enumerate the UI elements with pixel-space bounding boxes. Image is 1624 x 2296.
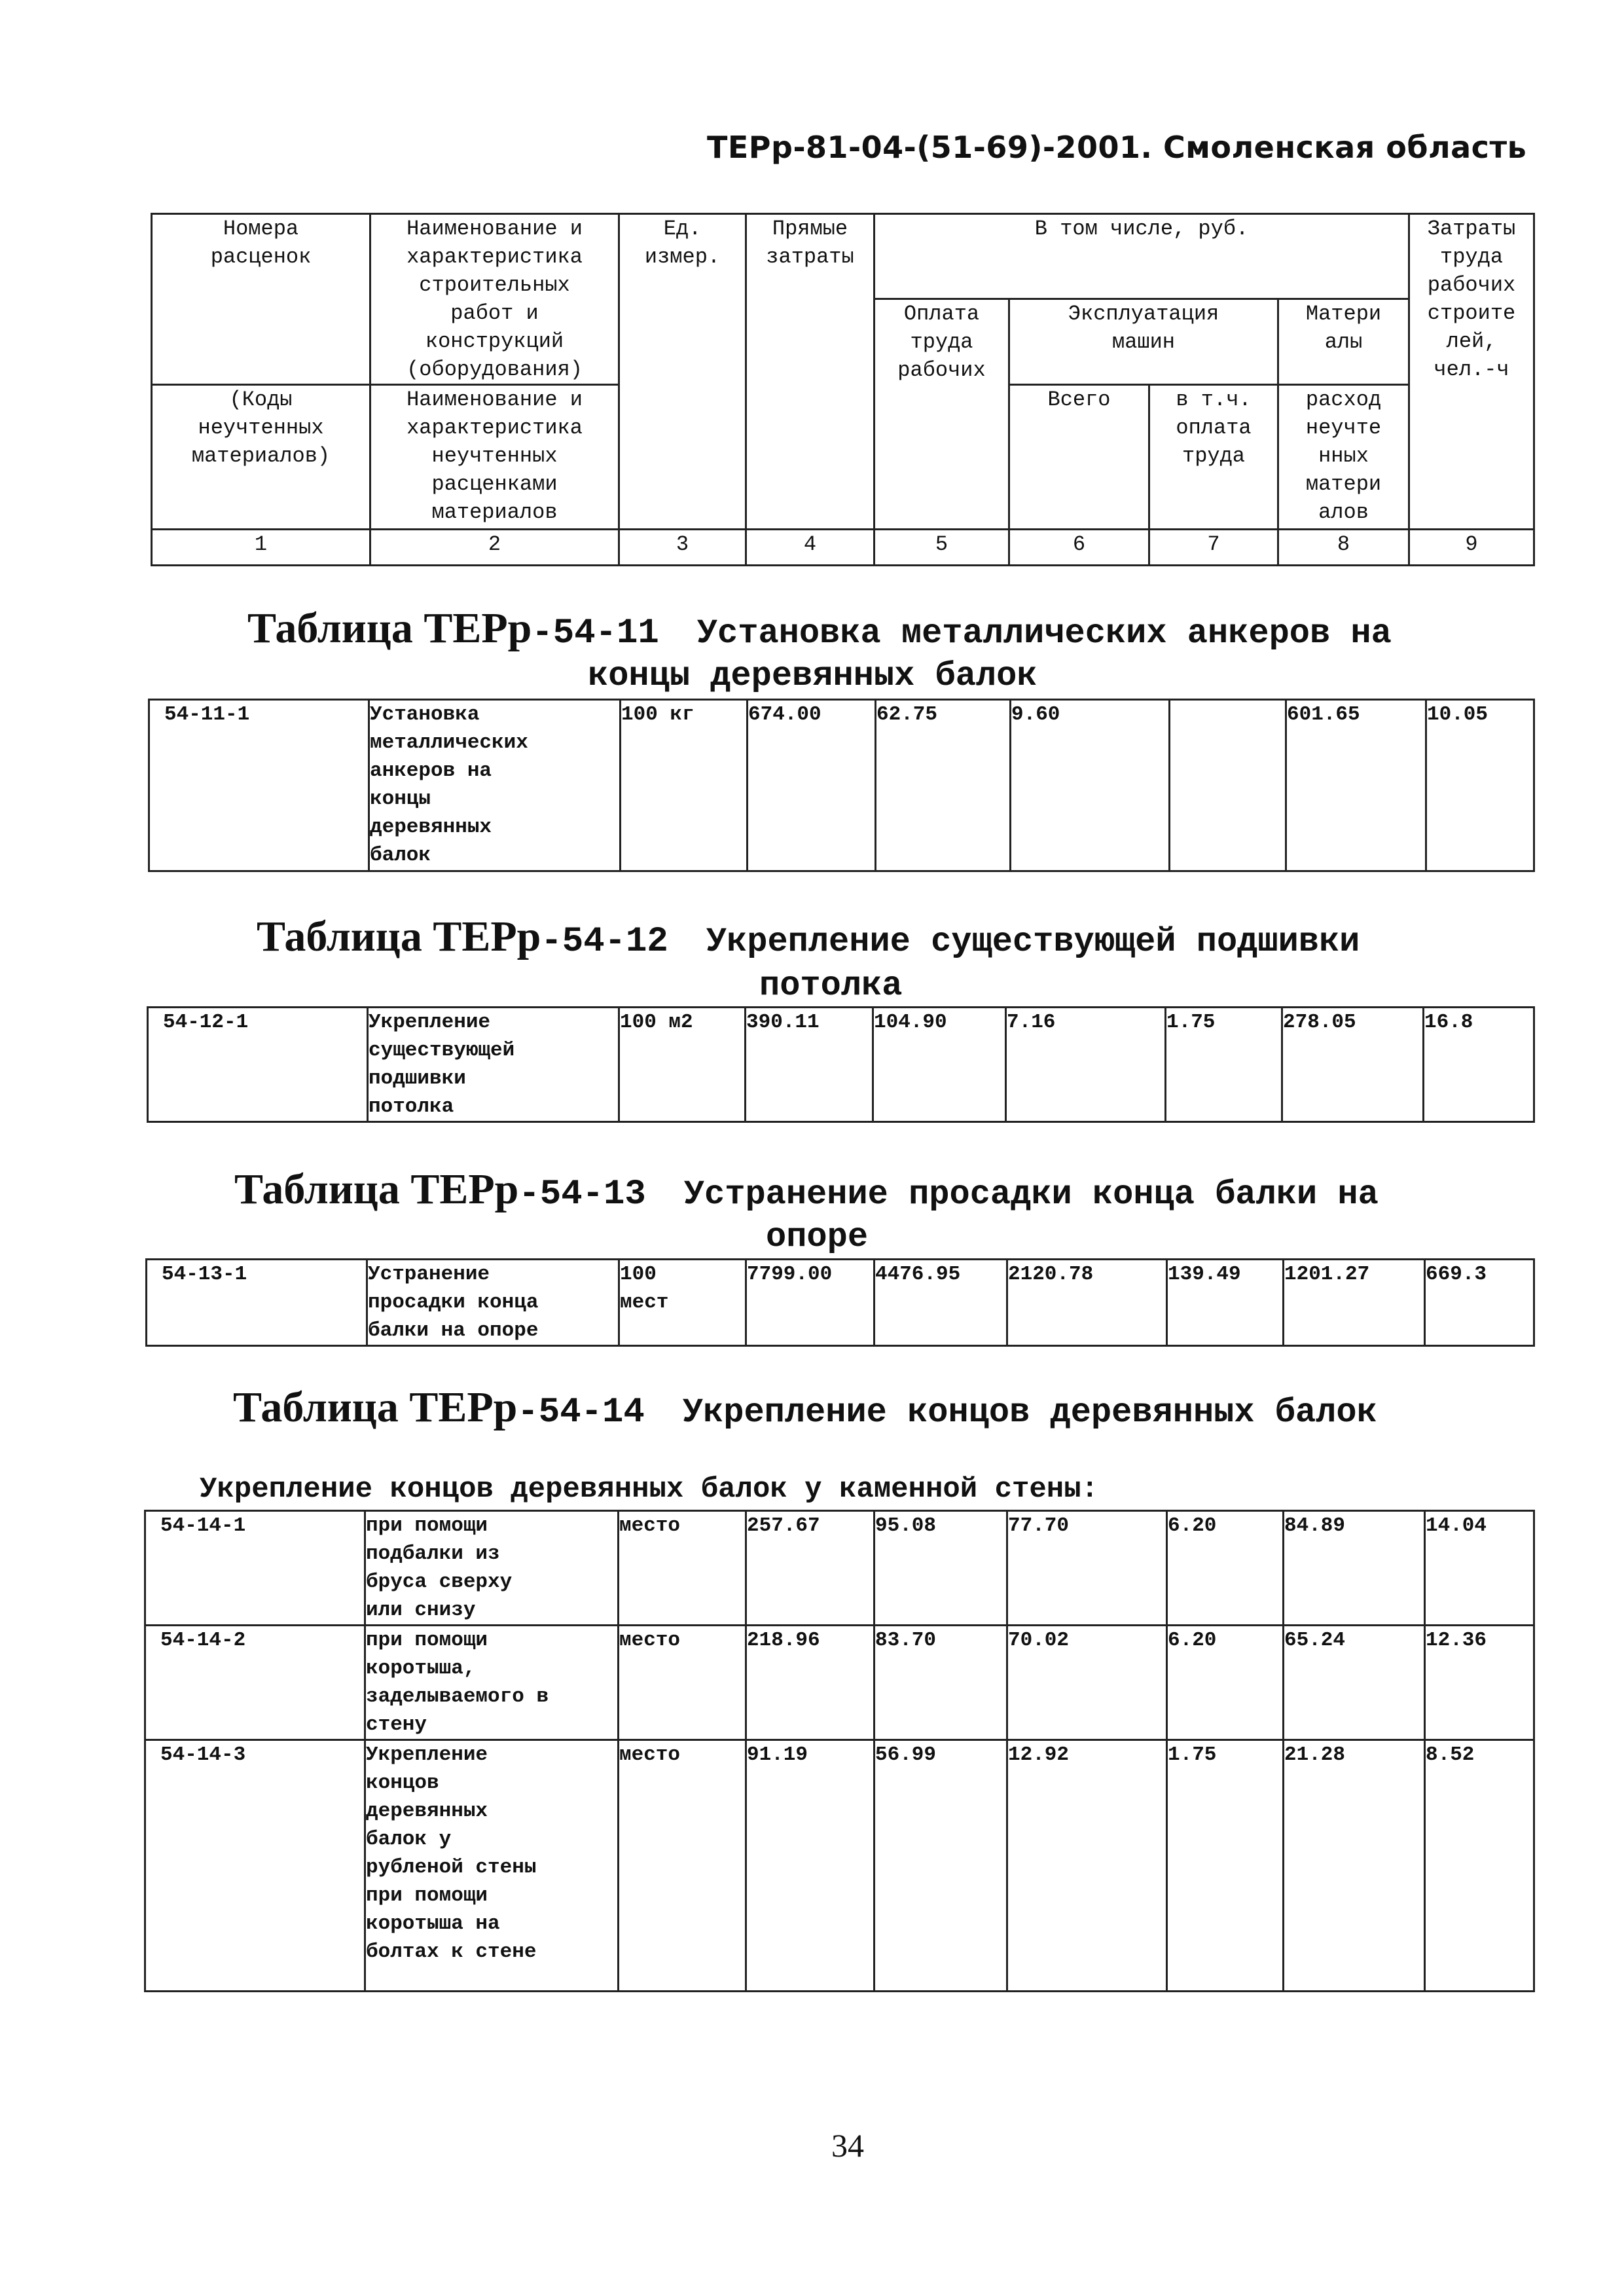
rate-code: 54-11-1 — [149, 700, 369, 871]
rate-labor-hours: 14.04 — [1425, 1511, 1534, 1626]
rates-table-54-11 — [148, 699, 1535, 872]
table-title-desc-cont: концы деревянных балок — [588, 657, 1038, 695]
table-title-desc: Укрепление существующей подшивки — [706, 922, 1360, 961]
col-codes-header: Номера расценок — [152, 214, 370, 385]
rate-unit: 100 кг — [621, 700, 748, 871]
table-row — [145, 1626, 1534, 1740]
col-number: 3 — [619, 530, 746, 566]
rate-name: Установка металлических анкеров на концы деревянных балок — [369, 700, 621, 871]
table-row — [145, 1511, 1534, 1626]
table-title-number: -54-13 — [518, 1175, 646, 1214]
rate-machines-total: 12.92 — [1007, 1740, 1167, 1992]
rate-name: Устранение просадки конца балки на опоре — [367, 1260, 619, 1346]
col-number: 9 — [1409, 530, 1534, 566]
table-title-desc: Укрепление концов деревянных балок — [682, 1393, 1377, 1432]
rate-code: 54-13-1 — [147, 1260, 367, 1346]
table-title-word: Таблица ТЕРр — [234, 1165, 519, 1213]
col-materials-usage-header: расход неучте нных матери алов — [1278, 385, 1409, 530]
rate-labor-hours: 669.3 — [1425, 1260, 1534, 1346]
rate-direct-cost: 91.19 — [746, 1740, 875, 1992]
table-title-54-13 — [234, 1165, 1379, 1214]
col-number: 6 — [1009, 530, 1149, 566]
rate-materials: 21.28 — [1284, 1740, 1425, 1992]
table-title-number: -54-12 — [541, 922, 668, 962]
rate-machines-total: 70.02 — [1007, 1626, 1167, 1740]
col-number: 2 — [370, 530, 619, 566]
col-hours-header: Затраты труда рабочих строите лей, чел.-ч — [1409, 214, 1534, 530]
rate-code: 54-14-3 — [145, 1740, 365, 1992]
table-title-54-14 — [233, 1383, 1377, 1432]
col-unit-header: Ед. измер. — [619, 214, 746, 530]
rate-unit: место — [619, 1740, 746, 1992]
table-row — [147, 1260, 1534, 1346]
table-title-desc-cont: потолка — [759, 966, 903, 1005]
rate-machines-total: 2120.78 — [1007, 1260, 1167, 1346]
rates-table-54-14 — [144, 1510, 1535, 1992]
rate-labor-hours: 16.8 — [1424, 1008, 1534, 1122]
rate-materials: 65.24 — [1284, 1626, 1425, 1740]
rate-machines-labor: 1.75 — [1167, 1740, 1284, 1992]
rate-machines-total: 9.60 — [1011, 700, 1170, 871]
rate-labor-pay: 56.99 — [875, 1740, 1007, 1992]
rate-machines-labor: 139.49 — [1167, 1260, 1284, 1346]
column-header-table — [151, 213, 1535, 566]
table-subtitle: Укрепление концов деревянных балок у каменной стены: — [200, 1473, 1099, 1506]
table-title-word: Таблица ТЕРр — [233, 1383, 518, 1431]
rate-materials: 84.89 — [1284, 1511, 1425, 1626]
col-labor-header: Оплата труда рабочих — [875, 299, 1009, 530]
col-machines-total-header: Всего — [1009, 385, 1149, 530]
table-title-desc: Устранение просадки конца балки на — [683, 1175, 1379, 1214]
rate-labor-pay: 104.90 — [873, 1008, 1006, 1122]
col-number: 1 — [152, 530, 370, 566]
table-title-number: -54-11 — [532, 613, 659, 653]
rate-name: Укрепление существующей подшивки потолка — [368, 1008, 619, 1122]
rate-unit: 100 м2 — [619, 1008, 746, 1122]
rate-labor-hours: 8.52 — [1425, 1740, 1534, 1992]
col-machines-labor-header: в т.ч. оплата труда — [1149, 385, 1278, 530]
col-name-header: Наименование и характеристика строительных работ и конструкций (оборудования) — [370, 214, 619, 385]
page-number: 34 — [831, 2127, 864, 2164]
table-title-word: Таблица ТЕРр — [247, 604, 532, 652]
rate-code: 54-14-1 — [145, 1511, 365, 1626]
col-number: 5 — [875, 530, 1009, 566]
page-header: ТЕРр-81-04-(51-69)-2001. Смоленская область — [707, 130, 1527, 165]
rate-name: Укрепление концов деревянных балок у рубленой стены при помощи коротыша на болтах к стене — [365, 1740, 619, 1992]
col-direct-header: Прямые затраты — [746, 214, 875, 530]
rate-direct-cost: 218.96 — [746, 1626, 875, 1740]
rate-unit: место — [619, 1626, 746, 1740]
table-title-54-12 — [257, 912, 1360, 962]
table-title-54-11 — [247, 604, 1392, 653]
table-title-desc: Установка металлических анкеров на — [696, 614, 1392, 653]
rates-table-54-13 — [145, 1258, 1535, 1347]
rate-materials: 278.05 — [1282, 1008, 1424, 1122]
rate-labor-hours: 12.36 — [1425, 1626, 1534, 1740]
table-row — [148, 1008, 1534, 1122]
col-codes-unaccounted: (Коды неучтенных материалов) — [152, 385, 370, 530]
rate-labor-hours: 10.05 — [1426, 700, 1534, 871]
table-title-desc-cont: опоре — [766, 1218, 869, 1256]
rate-direct-cost: 257.67 — [746, 1511, 875, 1626]
rate-name: при помощи подбалки из бруса сверху или снизу — [365, 1511, 619, 1626]
rate-materials: 601.65 — [1286, 700, 1426, 871]
rate-direct-cost: 7799.00 — [746, 1260, 875, 1346]
rate-labor-pay: 62.75 — [876, 700, 1011, 871]
rate-machines-total: 77.70 — [1007, 1511, 1167, 1626]
rate-unit: 100 мест — [619, 1260, 746, 1346]
rate-labor-pay: 95.08 — [875, 1511, 1007, 1626]
col-name-unaccounted: Наименование и характеристика неучтенных расценками материалов — [370, 385, 619, 530]
col-machines-header: Эксплуатация машин — [1009, 299, 1278, 385]
rate-direct-cost: 674.00 — [748, 700, 876, 871]
rate-machines-labor — [1170, 700, 1286, 871]
rate-machines-total: 7.16 — [1006, 1008, 1166, 1122]
rate-unit: место — [619, 1511, 746, 1626]
rates-table-54-12 — [147, 1006, 1535, 1123]
rate-code: 54-14-2 — [145, 1626, 365, 1740]
col-group-header: В том числе, руб. — [875, 214, 1409, 299]
rate-name: при помощи коротыша, заделываемого в стену — [365, 1626, 619, 1740]
col-number: 7 — [1149, 530, 1278, 566]
table-title-word: Таблица ТЕРр — [257, 913, 541, 960]
table-row — [149, 700, 1534, 871]
table-row — [145, 1740, 1534, 1992]
rate-machines-labor: 1.75 — [1166, 1008, 1282, 1122]
col-number: 4 — [746, 530, 875, 566]
rate-machines-labor: 6.20 — [1167, 1511, 1284, 1626]
col-number: 8 — [1278, 530, 1409, 566]
col-materials-header: Матери алы — [1278, 299, 1409, 385]
rate-code: 54-12-1 — [148, 1008, 368, 1122]
rate-machines-labor: 6.20 — [1167, 1626, 1284, 1740]
rate-labor-pay: 4476.95 — [875, 1260, 1007, 1346]
rate-materials: 1201.27 — [1284, 1260, 1425, 1346]
table-title-number: -54-14 — [517, 1393, 645, 1432]
rate-labor-pay: 83.70 — [875, 1626, 1007, 1740]
rate-direct-cost: 390.11 — [746, 1008, 873, 1122]
